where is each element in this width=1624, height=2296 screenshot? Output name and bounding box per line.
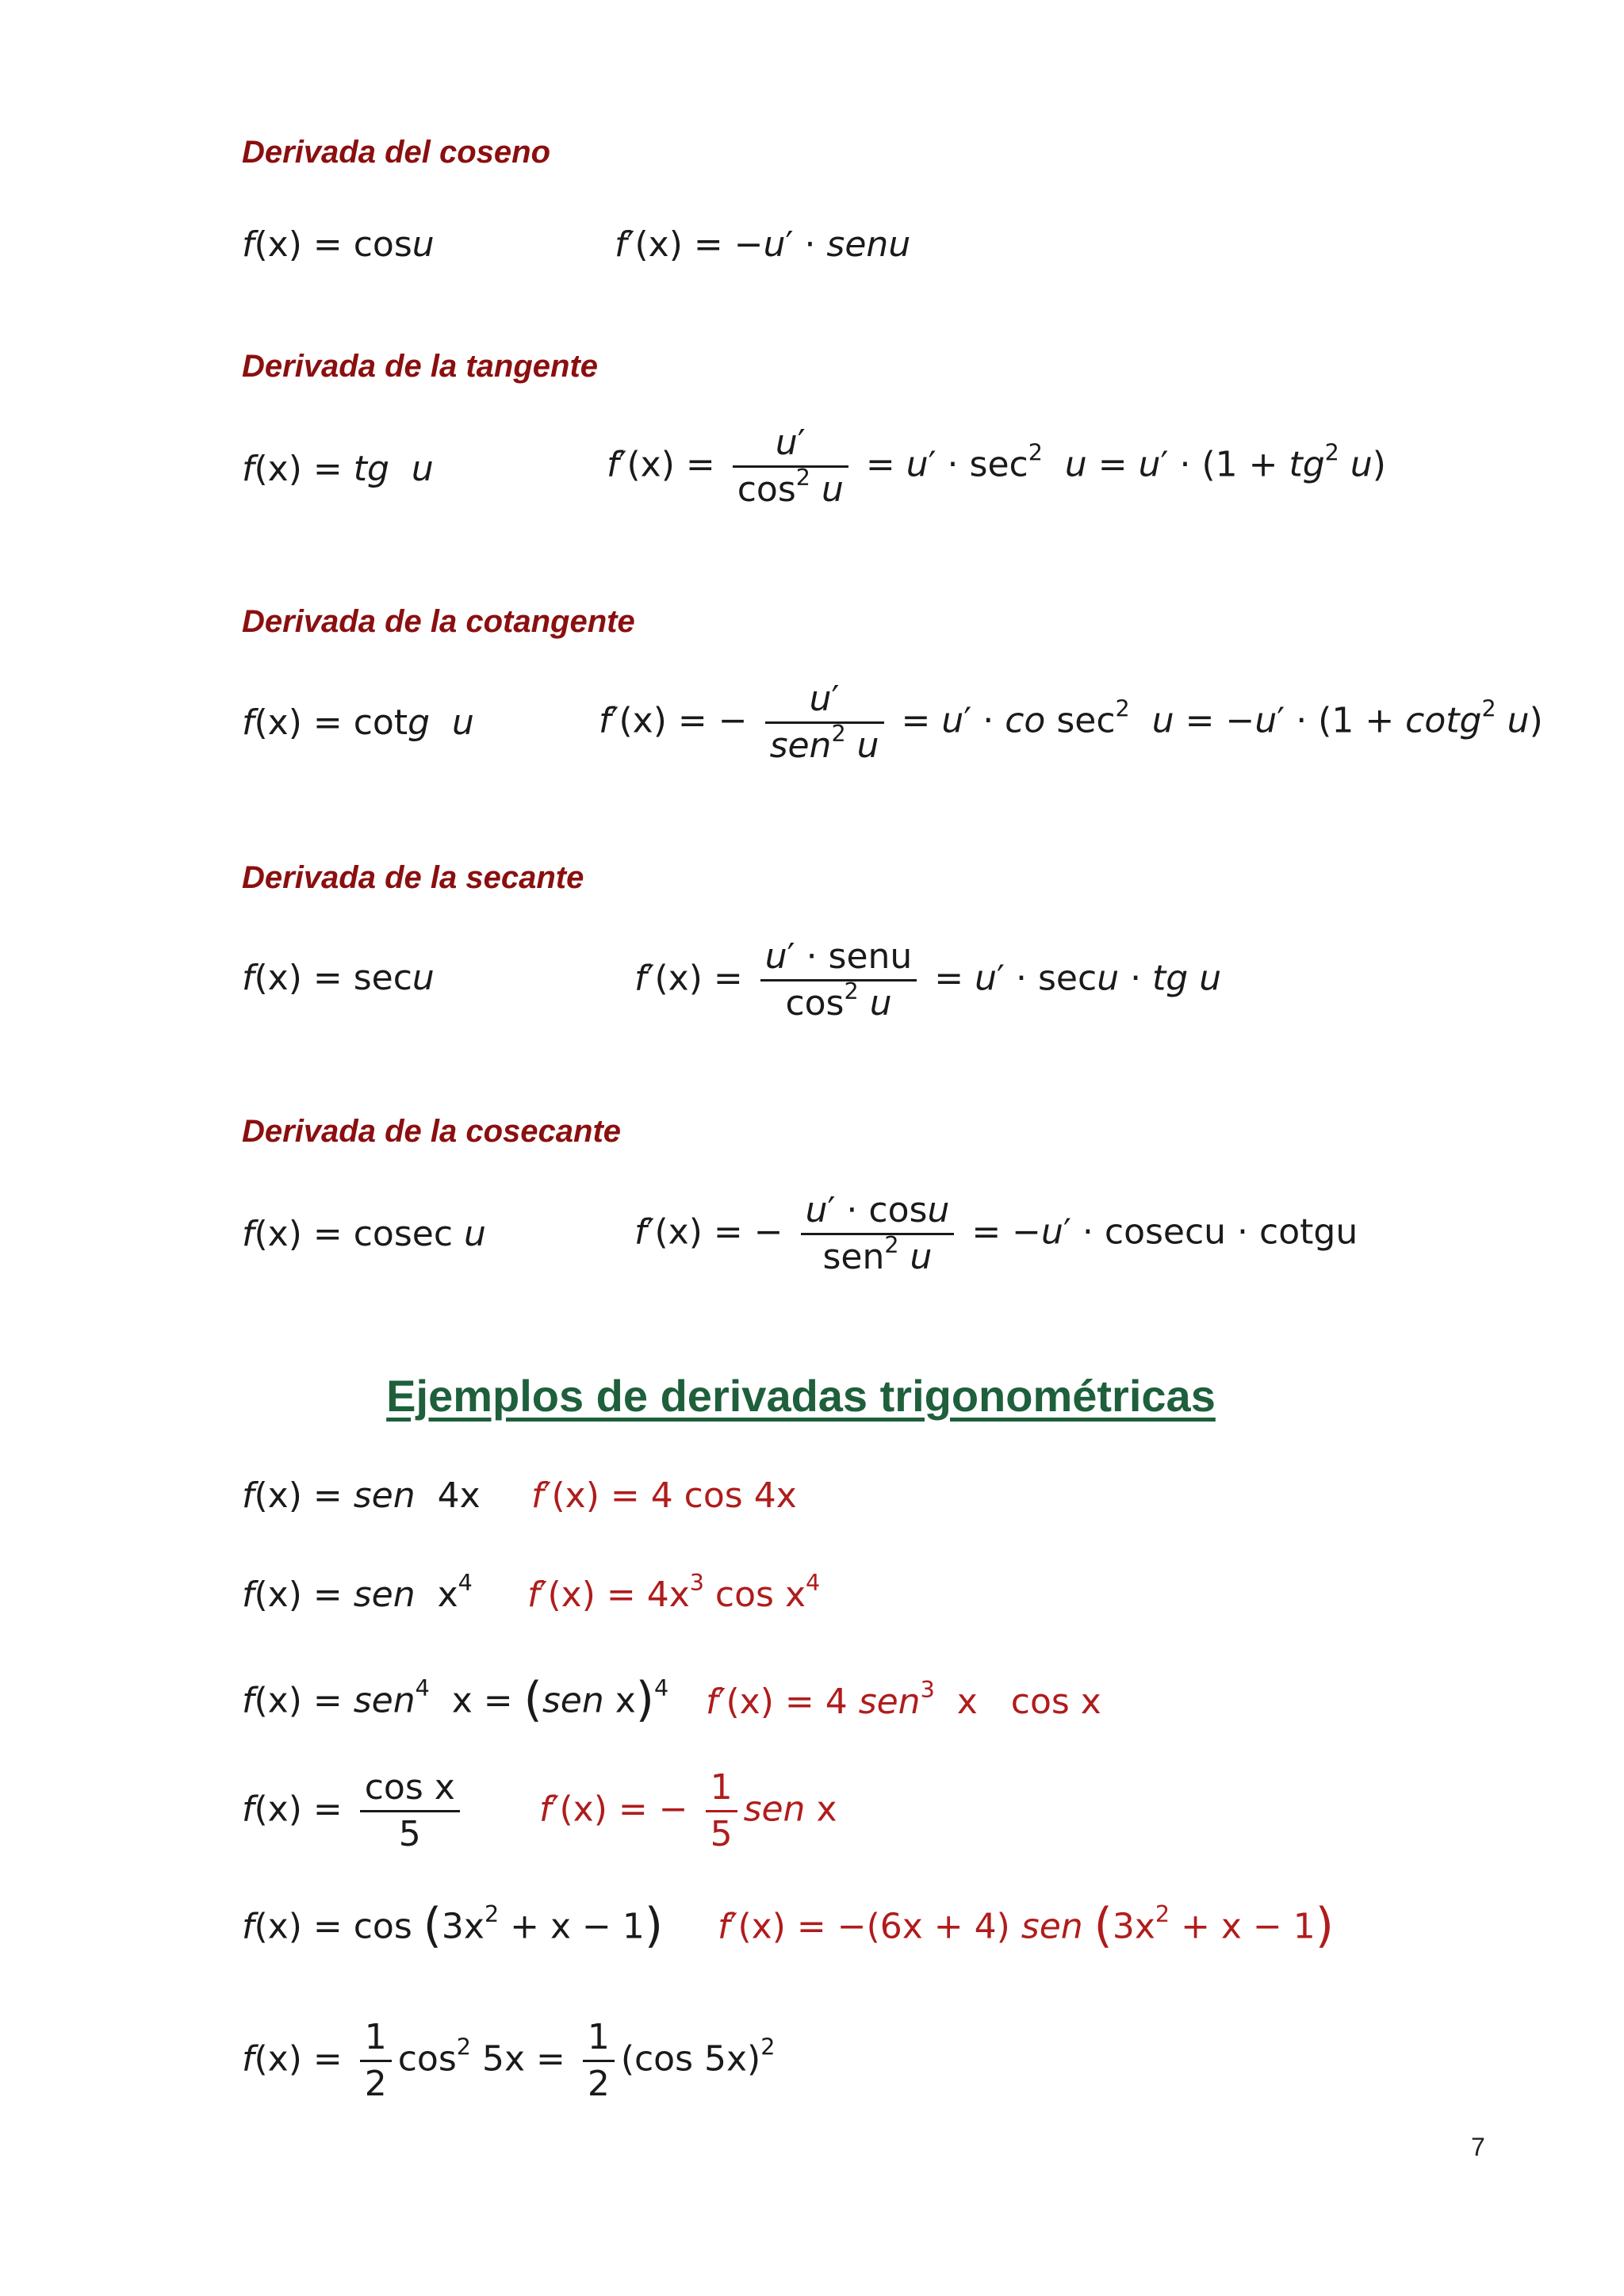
fraction: $\frac{u'}{\cos^2 u}$ bbox=[733, 426, 848, 507]
fraction: $\frac{\text{cos x}}{5}$ bbox=[360, 1770, 460, 1852]
example-4-derivative: f′(x) = − $\frac{1}{5}$ sen x bbox=[539, 1767, 837, 1854]
formula-tg-f: f(x) = tg u bbox=[242, 449, 434, 489]
section-heading-secante: Derivada de la secante bbox=[242, 860, 584, 895]
example-2-derivative: $f'(x) = 4x^3$ $\cos x^4$ bbox=[527, 1568, 821, 1615]
fraction: $\frac{1}{5}$ bbox=[706, 1770, 737, 1852]
example-1-derivative: f′(x) = 4 cos 4x bbox=[531, 1475, 797, 1516]
formula-cos-f: f(x) = cosu bbox=[242, 224, 435, 265]
formula-tg-derivative: f′(x) = $\frac{u'}{\cos^2 u}$ = $u' \cdot \sec^2 u = u' \cdot (1 + tg^2$ u) bbox=[607, 423, 1386, 510]
example-1-f: f(x) = sen 4x bbox=[242, 1475, 481, 1516]
formula-cos-derivative: f′(x) = −u′ · senu bbox=[615, 224, 911, 265]
formula-cotg-f: f(x) = cotg u bbox=[242, 702, 474, 743]
example-2-f: f(x) = sen $x^4$ bbox=[242, 1568, 473, 1615]
formula-cotg-derivative: f′(x) = − $\frac{u'}{sen^2 u}$ = u′ · co $\sec^2 u = -u' \cdot (1 + \cot g^2$ u) bbox=[599, 679, 1543, 766]
example-4-f: f(x) = $\frac{\text{cos x}}{5}$ bbox=[242, 1770, 466, 1852]
formula-sec-derivative: f′(x) = $\frac{\text{u′ · senu}}{\cos^2 u}$ = u′ · secu · tg u bbox=[634, 936, 1222, 1024]
fraction: $\frac{u' \cdot \cos u}{sen^2 u}$ bbox=[801, 1193, 955, 1275]
section-heading-cotangente: Derivada de la cotangente bbox=[242, 604, 635, 639]
example-3-f: f(x) = sen$^4$ x = (sen x)$^4$ bbox=[242, 1673, 669, 1728]
example-5-f: $f(x) = \cos (3x^2 + x - 1)$ bbox=[242, 1899, 664, 1954]
fraction: $\frac{u'}{sen^2 u}$ bbox=[765, 682, 884, 763]
example-5-derivative: f′(x) = −(6x + 4) sen $(3x^2 + x - 1)$ bbox=[718, 1899, 1334, 1954]
section-heading-tangente: Derivada de la tangente bbox=[242, 349, 599, 384]
fraction: $\frac{1}{2}$ bbox=[360, 2020, 392, 2102]
page-number: 7 bbox=[1471, 2133, 1485, 2161]
section-heading-coseno: Derivada del coseno bbox=[242, 135, 551, 170]
examples-title: Ejemplos de derivadas trigonométricas bbox=[386, 1371, 1216, 1421]
section-heading-cosecante: Derivada de la cosecante bbox=[242, 1114, 622, 1149]
fraction: $\frac{1}{2}$ bbox=[583, 2020, 615, 2102]
fraction: $\frac{\text{u′ · senu}}{\cos^2 u}$ bbox=[760, 939, 917, 1021]
example-3-derivative: f′(x) = 4 sen$^3$ x cos x bbox=[706, 1675, 1101, 1722]
example-6-f: f(x) = $\frac{1}{2}$ $\cos^2 5x$ = $\frac{1}{2}$ (cos 5x)$^2$ bbox=[242, 2017, 776, 2104]
formula-cosec-derivative: f′(x) = − $\frac{u' \cdot \cos u}{sen^2 u}$ = −u′ · cosecu · cotgu bbox=[634, 1190, 1358, 1277]
formula-sec-f: f(x) = secu bbox=[242, 958, 435, 998]
formula-cosec-f: f(x) = cosec u bbox=[242, 1214, 486, 1254]
